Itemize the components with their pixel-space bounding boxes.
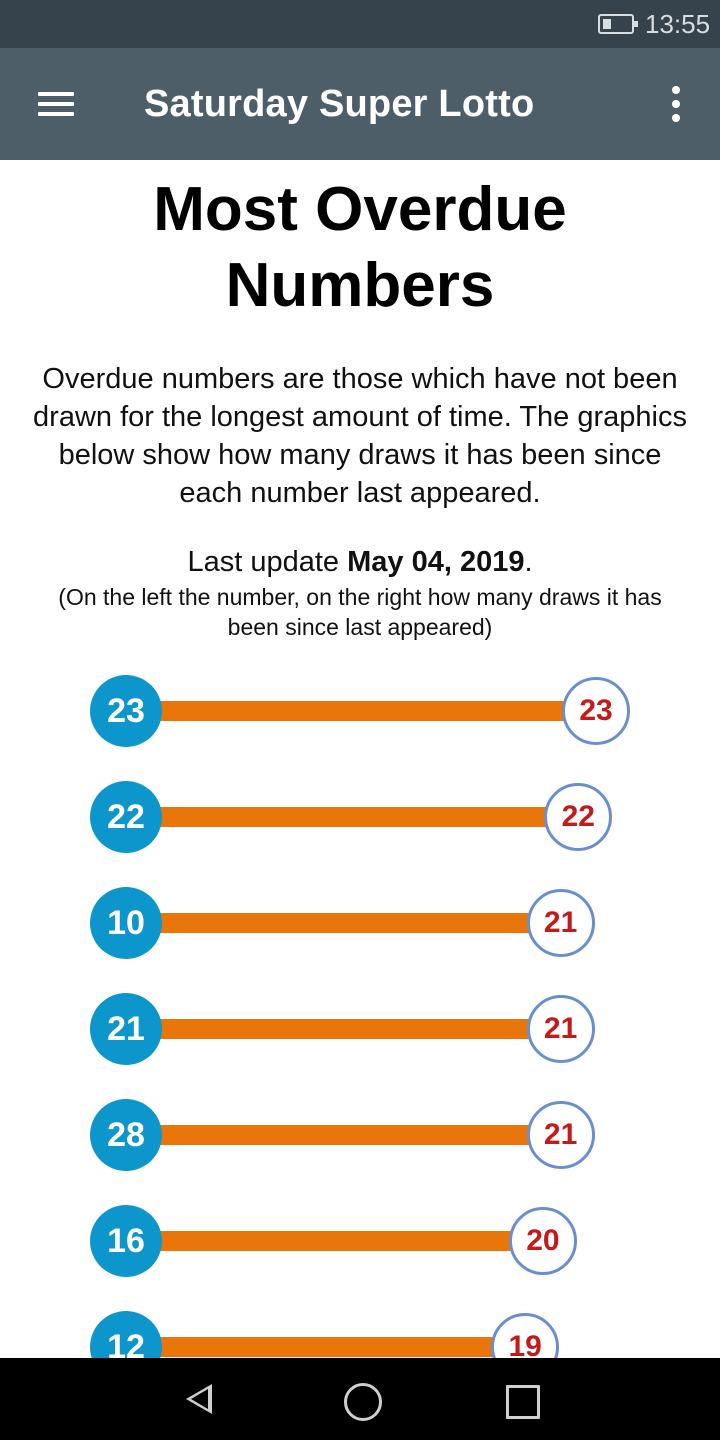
update-date: May 04, 2019 (347, 546, 525, 578)
overdue-row-16 (0, 1202, 720, 1282)
overdue-bar (150, 1019, 561, 1039)
draws-since-badge: 20 (509, 1207, 577, 1275)
draws-since-badge: 22 (544, 783, 612, 851)
app-bar (0, 48, 720, 160)
update-suffix: . (524, 546, 533, 578)
draws-since-badge: 19 (491, 1313, 559, 1358)
overdue-bar (150, 701, 596, 721)
app-title: Saturday Super Lotto (144, 83, 535, 125)
overdue-bar (150, 807, 578, 827)
draws-since-badge: 23 (562, 677, 630, 745)
status-time: 13:55 (645, 9, 711, 39)
hamburger-menu-icon[interactable] (30, 82, 82, 126)
home-icon[interactable] (330, 1376, 390, 1422)
overflow-menu-icon[interactable] (658, 82, 694, 126)
number-ball: 10 (90, 887, 162, 959)
overdue-row-22 (0, 778, 720, 858)
draws-since-badge: 21 (527, 889, 595, 957)
overdue-bar (150, 1231, 543, 1251)
number-ball: 21 (90, 993, 162, 1065)
draws-since-badge: 21 (527, 995, 595, 1063)
explanation-note: (On the left the number, on the right how many draws it has been since last appeared) (58, 584, 662, 640)
back-icon[interactable] (170, 1376, 230, 1422)
recent-apps-icon[interactable] (490, 1376, 550, 1422)
battery-icon (598, 14, 634, 34)
overdue-bar (150, 913, 561, 933)
page-title: Most Overdue Numbers (153, 175, 567, 320)
intro-text: Overdue numbers are those which have not been drawn for the longest amount of time. The graphics below show how many draws it has been since each number last appeared. (33, 363, 687, 509)
overdue-row-21 (0, 990, 720, 1070)
number-ball: 12 (90, 1311, 162, 1358)
overdue-row-12 (0, 1308, 720, 1358)
draws-since-badge: 21 (527, 1101, 595, 1169)
overdue-bar (150, 1125, 561, 1145)
number-ball: 16 (90, 1205, 162, 1277)
overdue-row-23 (0, 672, 720, 752)
number-ball: 23 (90, 675, 162, 747)
overdue-row-28 (0, 1096, 720, 1176)
main-content[interactable] (0, 160, 720, 1358)
number-ball: 28 (90, 1099, 162, 1171)
status-bar (0, 0, 720, 48)
last-update (30, 544, 690, 580)
overdue-bar (150, 1337, 525, 1357)
overdue-row-10 (0, 884, 720, 964)
navigation-bar (0, 1358, 720, 1440)
number-ball: 22 (90, 781, 162, 853)
update-prefix: Last update (187, 546, 348, 578)
